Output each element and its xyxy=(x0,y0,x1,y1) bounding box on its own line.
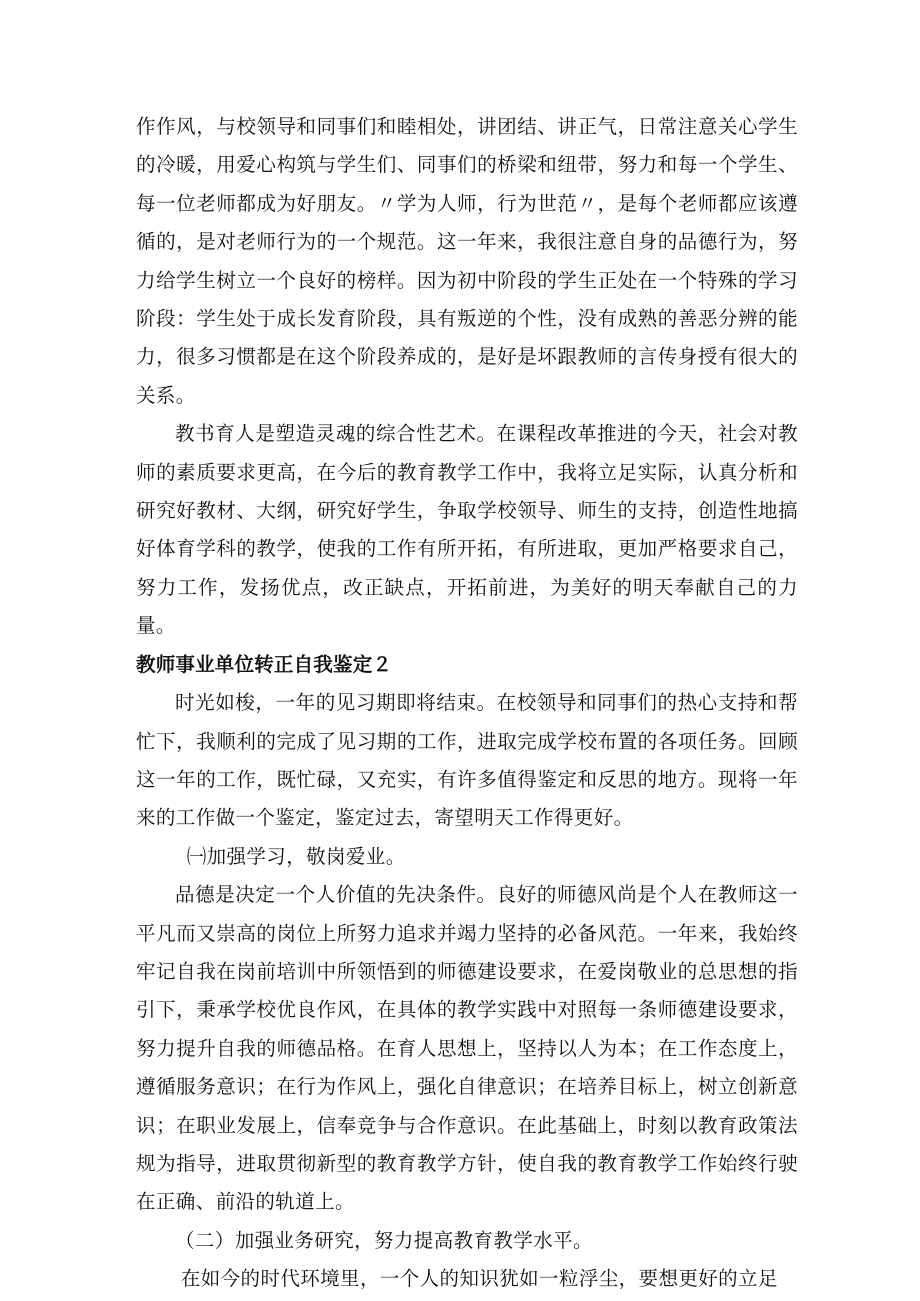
section-heading: 教师事业单位转正自我鉴定２ xyxy=(136,652,393,676)
paragraph-knowledge: 在如今的时代环境里，一个人的知识犹如一粒浮尘，要想更好的立足 xyxy=(180,1267,778,1291)
paragraph-probation-summary: 时光如梭，一年的见习期即将结束。在校领导和同事们的热心支持和帮忙下，我顺利的完成了见习期的工作，进取完成学校布置的各项任务。回顾这一年的工作，既忙碌，又充实，有许多值得鉴定和反思的地方。现将一年来的工作做一个鉴定，鉴定过去，寄望明天工作得更好。 xyxy=(136,691,798,830)
subheading-research: （二）加强业务研究，努力提高教育教学水平。 xyxy=(175,1228,593,1252)
subheading-study: ㈠加强学习，敬岗爱业。 xyxy=(186,844,406,868)
paragraph-teaching-art: 教书育人是塑造灵魂的综合性艺术。在课程改革推进的今天，社会对教师的素质要求更高，在今后的教育教学工作中，我将立足实际，认真分析和研究好教材、大纲，研究好学生，争取学校领导、师生的支持，创造性地搞好体育学科的教学，使我的工作有所开拓，有所进取，更加严格要求自己，努力工作，发扬优点，改正缺点，开拓前进，为美好的明天奉献自己的力量。 xyxy=(136,422,798,638)
paragraph-continuation: 作作风，与校领导和同事们和睦相处，讲团结、讲正气，日常注意关心学生的冷暖，用爱心构筑与学生们、同事们的桥梁和纽带，努力和每一个学生、每一位老师都成为好朋友。〃学为人师，行为世范〃，是每个老师都应该遵循的，是对老师行为的一个规范。这一年来，我很注意自身的品德行为，努力给学生树立一个良好的榜样。因为初中阶段的学生正处在一个特殊的学习阶段：学生处于成长发育阶段，具有叛逆的个性，没有成熟的善恶分辨的能力，很多习惯都是在这个阶段养成的，是好是坏跟教师的言传身授有很大的关系。 xyxy=(136,115,798,407)
document-page xyxy=(136,108,798,1299)
paragraph-ethics: 品德是决定一个人价值的先决条件。良好的师德风尚是个人在教师这一平凡而又崇高的岗位上所努力追求并竭力坚持的必备风范。一年来，我始终牢记自我在岗前培训中所领悟到的师德建设要求，在爱岗敬业的总思想的指引下，秉承学校优良作风，在具体的教学实践中对照每一条师德建设要求，努力提升自我的师德品格。在育人思想上，坚持以人为本；在工作态度上，遵循服务意识；在行为作风上，强化自律意识；在培养目标上，树立创新意识；在职业发展上，信奉竞争与合作意识。在此基础上，时刻以教育政策法规为指导，进取贯彻新型的教育教学方针，使自我的教育教学工作始终行驶在正确、前沿的轨道上。 xyxy=(136,883,798,1214)
